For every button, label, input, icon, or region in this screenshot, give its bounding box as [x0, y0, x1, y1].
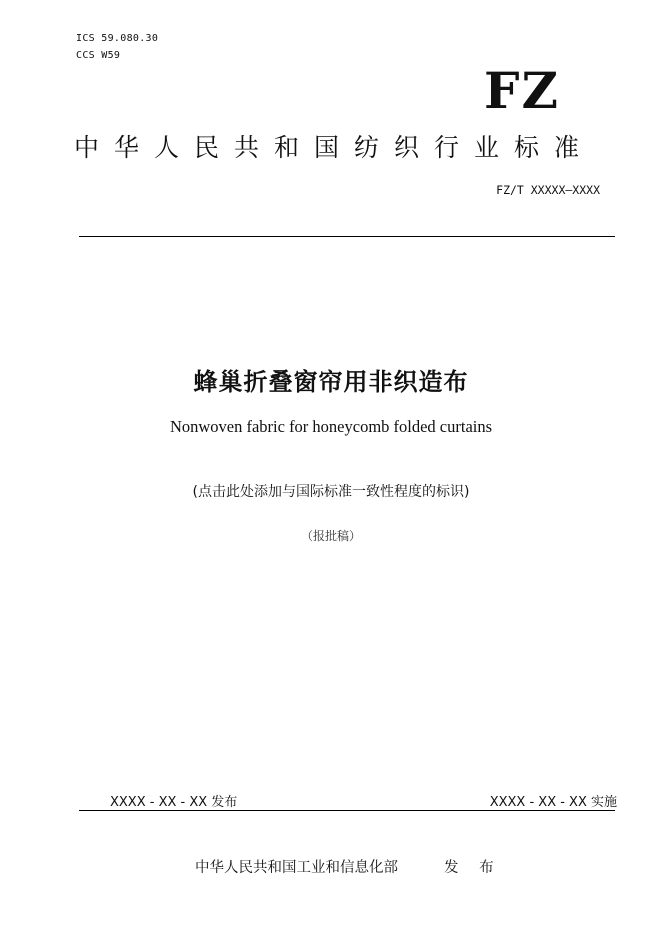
fz-logo: FZ [484, 61, 560, 120]
publish-date: XXXX - XX - XX 发布 [110, 795, 238, 810]
ccs-code: CCS W59 [76, 50, 121, 61]
conformance-note: (点击此处添加与国际标准一致性程度的标识) [192, 484, 470, 500]
standard-category-title: 中华人民共和国纺织行业标准 [74, 133, 595, 162]
header-divider [79, 236, 615, 237]
document-title-english: Nonwoven fabric for honeycomb folded curtains [169, 417, 493, 436]
issuing-authority: 中华人民共和国工业和信息化部 [195, 860, 398, 876]
document-title-chinese: 蜂巢折叠窗帘用非织造布 [193, 368, 469, 396]
implementation-date: XXXX - XX - XX 实施 [489, 795, 617, 810]
standard-number: FZ/T XXXXX—XXXX [496, 183, 600, 197]
draft-status: （报批稿） [300, 529, 361, 543]
footer-divider [79, 810, 615, 811]
issue-action: 发 布 [444, 860, 502, 876]
ics-code: ICS 59.080.30 [76, 33, 159, 44]
